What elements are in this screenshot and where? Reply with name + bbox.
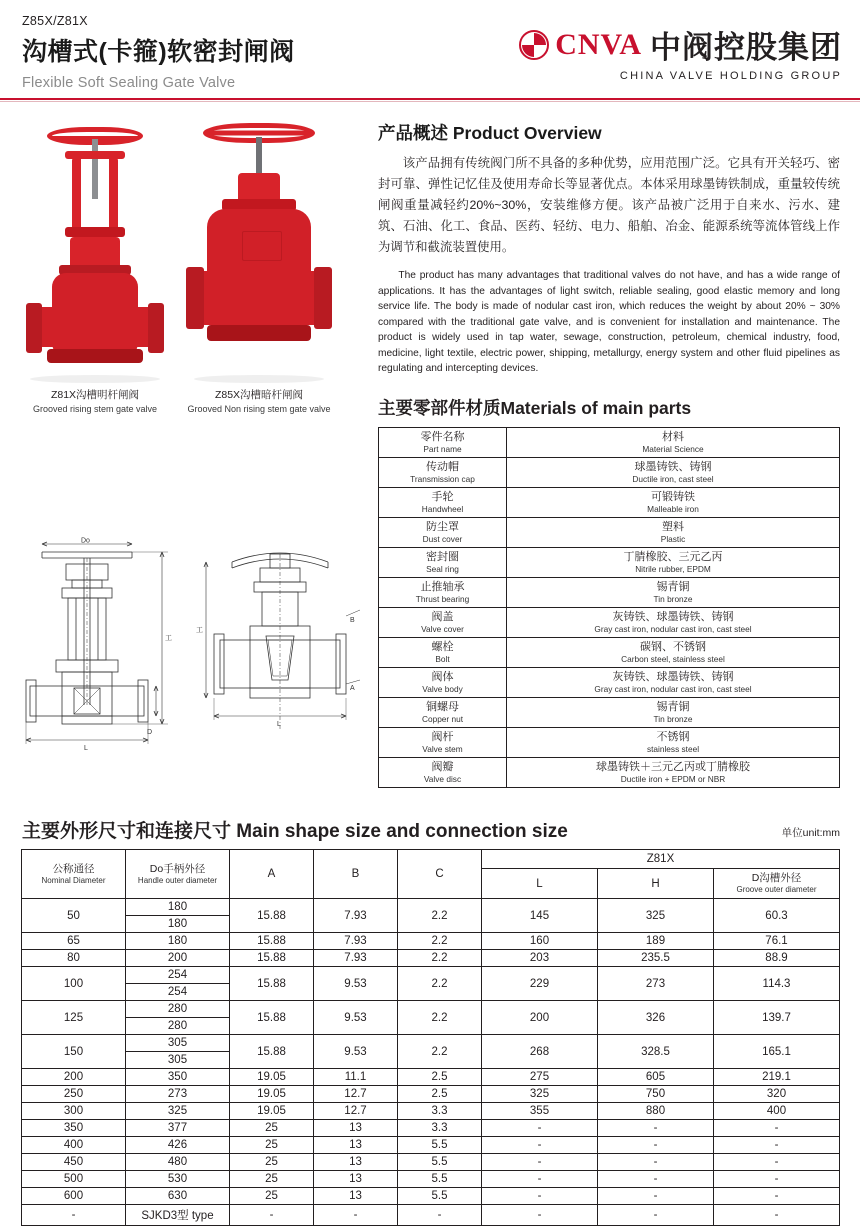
cell-b: 9.53 [314, 1001, 398, 1035]
svg-text:工: 工 [165, 635, 172, 642]
cell-c: 2.2 [398, 899, 482, 933]
cell-d: 76.1 [714, 933, 840, 950]
svg-text:B: B [350, 617, 355, 624]
cell-do-2: 180 [126, 916, 230, 933]
svg-text:L: L [84, 745, 88, 752]
cell-b: 7.93 [314, 899, 398, 933]
cell-dn: 600 [22, 1188, 126, 1205]
cell-c: 2.5 [398, 1069, 482, 1086]
table-row [22, 933, 840, 950]
cell-h: - [598, 1120, 714, 1137]
header-a: A [230, 850, 314, 899]
cell-dn: 500 [22, 1171, 126, 1188]
table-row [22, 1205, 840, 1226]
cell-d: 400 [714, 1103, 840, 1120]
cell-a: 25 [230, 1188, 314, 1205]
table-row [22, 1137, 840, 1154]
cell-part: 螺栓 Bolt [379, 637, 507, 667]
cell-do: 350 [126, 1069, 230, 1086]
cell-a: 19.05 [230, 1086, 314, 1103]
table-row [22, 1154, 840, 1171]
dimensions-unit: 单位unit:mm [781, 827, 840, 839]
table-row [22, 967, 840, 984]
cell-a: 15.88 [230, 1035, 314, 1069]
cell-b: 13 [314, 1137, 398, 1154]
cell-b: 12.7 [314, 1103, 398, 1120]
cell-h: 189 [598, 933, 714, 950]
header-divider-thin [0, 101, 860, 102]
cell-c: 2.2 [398, 933, 482, 950]
header-l: L [482, 869, 598, 899]
header-groove-outer-diameter: D沟槽外径 Groove outer diameter [714, 869, 840, 899]
cell-dn: - [22, 1205, 126, 1226]
cell-material: 不锈钢 stainless steel [507, 727, 840, 757]
photo-caption-cn: Z85X沟槽暗杆闸阀 [214, 389, 304, 401]
cell-d: - [714, 1188, 840, 1205]
cell-do-2: 305 [126, 1052, 230, 1069]
cell-h: 605 [598, 1069, 714, 1086]
table-row [22, 1069, 840, 1086]
cell-do-2: 280 [126, 1018, 230, 1035]
cell-l: - [482, 1205, 598, 1226]
svg-text:工: 工 [196, 627, 203, 634]
right-column [378, 120, 840, 788]
cell-dn: 400 [22, 1137, 126, 1154]
cell-h: - [598, 1205, 714, 1226]
cell-b: 9.53 [314, 967, 398, 1001]
table-row [22, 1086, 840, 1103]
cell-d: 60.3 [714, 899, 840, 933]
cell-material: 球墨铸铁＋三元乙丙或丁腈橡胶 Ductile iron + EPDM or NBR [507, 757, 840, 787]
cell-material: 可锻铸铁 Malleable iron [507, 487, 840, 517]
cell-part: 密封圈 Seal ring [379, 547, 507, 577]
cell-a: 19.05 [230, 1069, 314, 1086]
cell-l: 325 [482, 1086, 598, 1103]
brand-logo [519, 22, 842, 82]
cell-material: 灰铸铁、球墨铸铁、铸钢 Gray cast iron, nodular cast iron, cast steel [507, 667, 840, 697]
cell-d: 114.3 [714, 967, 840, 1001]
overview-text-cn: 该产品拥有传统阀门所不具备的多种优势，应用范围广泛。它具有开关轻巧、密封可靠、弹性记忆佳及使用寿命长等显著优点。本体采用球墨铸铁制成，重量较传统闸阀重量减轻约20%~30%，安装维修方便。该产品被广泛用于自来水、污水、建筑、石油、化工、食品、医药、轻纺、电力、船舶、冶金、能源系统等流体管线上作为调节和截流装置使用。 [378, 156, 840, 254]
cell-dn: 80 [22, 950, 126, 967]
photo-caption-en: Grooved Non rising stem gate valve [187, 404, 331, 414]
cell-a: 15.88 [230, 967, 314, 1001]
table-row [379, 577, 840, 607]
header-material-en: Material Science [642, 443, 704, 454]
valve-photo-non-rising-stem [184, 118, 334, 383]
cell-a: 15.88 [230, 899, 314, 933]
cell-material: 球墨铸铁、铸钢 Ductile iron, cast steel [507, 457, 840, 487]
cell-l: 275 [482, 1069, 598, 1086]
cell-part: 铜螺母 Copper nut [379, 697, 507, 727]
cell-dn: 300 [22, 1103, 126, 1120]
brand-logo-row [519, 22, 842, 67]
cell-l: 200 [482, 1001, 598, 1035]
dimensions-section [0, 816, 860, 1226]
cell-d: - [714, 1154, 840, 1171]
cnva-mark-icon [519, 30, 549, 60]
cell-l: 145 [482, 899, 598, 933]
cell-l: - [482, 1120, 598, 1137]
cell-do-2: 254 [126, 984, 230, 1001]
cell-h: 880 [598, 1103, 714, 1120]
cell-part: 阀盖 Valve cover [379, 607, 507, 637]
cell-b: 7.93 [314, 933, 398, 950]
cell-b: 11.1 [314, 1069, 398, 1086]
cell-l: 160 [482, 933, 598, 950]
cell-part: 阀杆 Valve stem [379, 727, 507, 757]
cell-a: 25 [230, 1171, 314, 1188]
table-header-row [379, 427, 840, 457]
brand-word: CNVA [555, 27, 642, 61]
table-row [22, 1188, 840, 1205]
header-part-name-cn: 零件名称 [420, 430, 465, 443]
header-part-name [379, 427, 507, 457]
cell-material: 丁腈橡胶、三元乙丙 Nitrile rubber, EPDM [507, 547, 840, 577]
cell-part: 防尘罩 Dust cover [379, 517, 507, 547]
table-row [379, 697, 840, 727]
cell-h: - [598, 1188, 714, 1205]
svg-text:L: L [277, 721, 281, 728]
cell-part: 阀体 Valve body [379, 667, 507, 697]
cell-d: - [714, 1120, 840, 1137]
cell-material: 灰铸铁、球墨铸铁、铸钢 Gray cast iron, nodular cast iron, cast steel [507, 607, 840, 637]
brand-subtitle: CHINA VALVE HOLDING GROUP [619, 70, 842, 82]
cell-a: 15.88 [230, 950, 314, 967]
cell-l: 203 [482, 950, 598, 967]
cell-c: 2.2 [398, 1001, 482, 1035]
cell-do: 200 [126, 950, 230, 967]
cell-c: 5.5 [398, 1137, 482, 1154]
table-row [22, 1120, 840, 1137]
cell-do: 180 [126, 933, 230, 950]
cell-c: 2.5 [398, 1086, 482, 1103]
cell-material: 碳钢、不锈钢 Carbon steel, stainless steel [507, 637, 840, 667]
table-row [379, 547, 840, 577]
cell-b: 13 [314, 1188, 398, 1205]
valve-photo-rising-stem [20, 118, 170, 383]
header-b: B [314, 850, 398, 899]
materials-table [378, 427, 840, 788]
cell-b: 13 [314, 1154, 398, 1171]
cell-material: 锡青铜 Tin bronze [507, 577, 840, 607]
cell-part: 止推轴承 Thrust bearing [379, 577, 507, 607]
cell-a: - [230, 1205, 314, 1226]
table-row [379, 607, 840, 637]
cell-dn: 200 [22, 1069, 126, 1086]
cell-c: 3.3 [398, 1120, 482, 1137]
cell-b: 9.53 [314, 1035, 398, 1069]
cell-a: 25 [230, 1137, 314, 1154]
cell-b: - [314, 1205, 398, 1226]
table-row [379, 457, 840, 487]
cell-material: 塑料 Plastic [507, 517, 840, 547]
header-handle-outer-diameter: Do手柄外径 Handle outer diameter [126, 850, 230, 899]
header-material [507, 427, 840, 457]
cell-part: 阀瓣 Valve disc [379, 757, 507, 787]
cell-h: 273 [598, 967, 714, 1001]
cell-a: 15.88 [230, 1001, 314, 1035]
header-title-block [22, 14, 295, 91]
cell-do: 180 [126, 899, 230, 916]
table-row [22, 1035, 840, 1052]
cell-c: - [398, 1205, 482, 1226]
cell-h: 326 [598, 1001, 714, 1035]
cell-c: 2.2 [398, 950, 482, 967]
table-row [22, 1103, 840, 1120]
cell-part: 手轮 Handwheel [379, 487, 507, 517]
cell-do: 305 [126, 1035, 230, 1052]
cell-c: 2.2 [398, 967, 482, 1001]
cell-do: 273 [126, 1086, 230, 1103]
cell-do: 480 [126, 1154, 230, 1171]
cell-d: 139.7 [714, 1001, 840, 1035]
header-group-z81x: Z81X [482, 850, 840, 869]
cell-l: 229 [482, 967, 598, 1001]
cell-d: 165.1 [714, 1035, 840, 1069]
cell-h: 325 [598, 899, 714, 933]
cell-l: - [482, 1137, 598, 1154]
svg-text:Do: Do [81, 537, 90, 545]
cell-do: 254 [126, 967, 230, 984]
cell-h: - [598, 1137, 714, 1154]
overview-title: 产品概述 Product Overview [378, 123, 602, 143]
page-header [0, 0, 860, 102]
cell-h: 328.5 [598, 1035, 714, 1069]
cell-d: - [714, 1137, 840, 1154]
svg-text:D: D [147, 729, 153, 736]
cell-h: 750 [598, 1086, 714, 1103]
cell-d: - [714, 1171, 840, 1188]
cell-a: 25 [230, 1154, 314, 1171]
photo-cell-z85x [184, 118, 334, 414]
table-row [379, 757, 840, 787]
materials-title: 主要零部件材质Materials of main parts [378, 397, 692, 418]
header-material-cn: 材料 [662, 430, 684, 443]
photo-caption-en: Grooved rising stem gate valve [32, 404, 158, 414]
cell-material: 锡青铜 Tin bronze [507, 697, 840, 727]
cell-b: 13 [314, 1171, 398, 1188]
table-row [379, 667, 840, 697]
cell-l: - [482, 1188, 598, 1205]
cell-do: 530 [126, 1171, 230, 1188]
cell-do: 325 [126, 1103, 230, 1120]
table-row [22, 899, 840, 916]
page-title-cn: 沟槽式(卡箍)软密封闸阀 [22, 38, 295, 66]
table-row [379, 487, 840, 517]
technical-drawings [14, 530, 364, 810]
cell-c: 2.2 [398, 1035, 482, 1069]
cell-h: - [598, 1171, 714, 1188]
header-c: C [398, 850, 482, 899]
drawing-svg [14, 530, 364, 810]
cell-do: 426 [126, 1137, 230, 1154]
cell-c: 5.5 [398, 1171, 482, 1188]
cell-l: 355 [482, 1103, 598, 1120]
cell-l: - [482, 1171, 598, 1188]
dimensions-title: 主要外形尺寸和连接尺寸 Main shape size and connection size [22, 821, 568, 842]
overview-text-en: The product has many advantages that traditional valves do not have, and has a wide range of applications. It has the advantages of light switch, reliable sealing, good elastic memory and long service life. The body is made of nodular cast iron, which reduces the weight by about 20% ~ 30% compared with the traditional gate valve, and is convenient for installation and maintenance. The product is widely used in tap water, sewage, construction, petroleum, chemical industry, food, medicine, light textile, electric power, shipping, metallurgy, energy system and other fluid pipelines as regulating and intercepting devices. [378, 270, 840, 374]
header-part-name-en: Part name [423, 443, 462, 454]
cell-dn: 350 [22, 1120, 126, 1137]
product-code: Z85X/Z81X [22, 14, 88, 28]
cell-l: 268 [482, 1035, 598, 1069]
header-divider [0, 98, 860, 100]
cell-do: 630 [126, 1188, 230, 1205]
cell-d: 219.1 [714, 1069, 840, 1086]
cell-c: 5.5 [398, 1188, 482, 1205]
cell-b: 7.93 [314, 950, 398, 967]
svg-text:A: A [350, 685, 355, 692]
cell-h: 235.5 [598, 950, 714, 967]
cell-h: - [598, 1154, 714, 1171]
header-h: H [598, 869, 714, 899]
cell-d: - [714, 1205, 840, 1226]
cell-do: 280 [126, 1001, 230, 1018]
cell-dn: 125 [22, 1001, 126, 1035]
page-title-en: Flexible Soft Sealing Gate Valve [22, 75, 236, 91]
table-row [22, 1171, 840, 1188]
product-photos [20, 118, 350, 414]
cell-dn: 450 [22, 1154, 126, 1171]
cell-dn: 150 [22, 1035, 126, 1069]
table-row [379, 727, 840, 757]
cell-c: 3.3 [398, 1103, 482, 1120]
photo-cell-z81x [20, 118, 170, 414]
cell-a: 25 [230, 1120, 314, 1137]
table-row [22, 1001, 840, 1018]
cell-do: SJKD3型 type [126, 1205, 230, 1226]
table-header-row-1 [22, 850, 840, 869]
cell-dn: 50 [22, 899, 126, 933]
cell-dn: 100 [22, 967, 126, 1001]
cell-d: 320 [714, 1086, 840, 1103]
dimensions-table [21, 849, 840, 1226]
cell-l: - [482, 1154, 598, 1171]
cell-a: 15.88 [230, 933, 314, 950]
cell-dn: 250 [22, 1086, 126, 1103]
cell-a: 19.05 [230, 1103, 314, 1120]
photo-caption-cn: Z81X沟槽明杆闸阀 [50, 389, 140, 401]
header-nominal-diameter: 公称通径 Nominal Diameter [22, 850, 126, 899]
cell-d: 88.9 [714, 950, 840, 967]
brand-name-cn: 中阀控股集团 [650, 30, 842, 65]
cell-c: 5.5 [398, 1154, 482, 1171]
table-row [379, 517, 840, 547]
cell-b: 12.7 [314, 1086, 398, 1103]
table-row [22, 950, 840, 967]
table-row [379, 637, 840, 667]
cell-b: 13 [314, 1120, 398, 1137]
cell-dn: 65 [22, 933, 126, 950]
cell-do: 377 [126, 1120, 230, 1137]
cell-part: 传动帽 Transmission cap [379, 457, 507, 487]
